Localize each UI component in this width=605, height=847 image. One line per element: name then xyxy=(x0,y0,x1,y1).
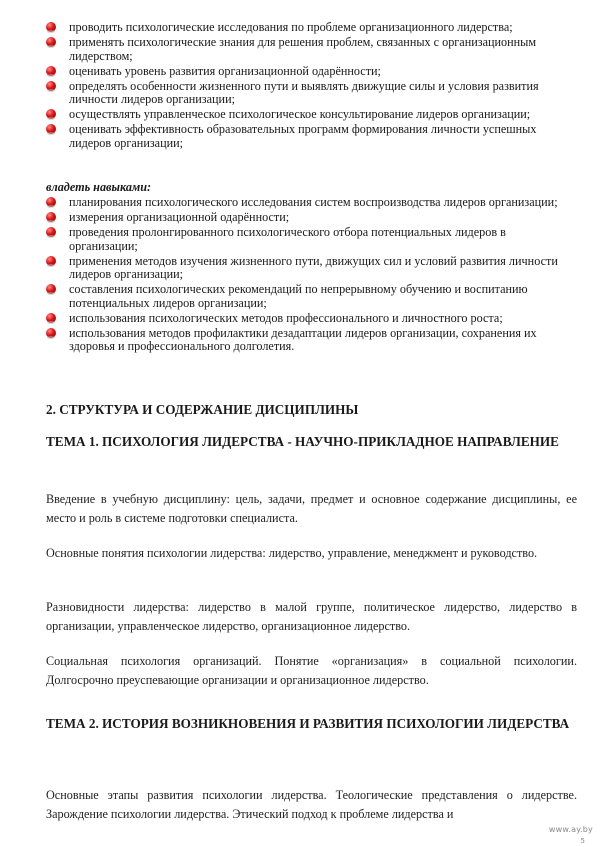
list-item-text: планирования психологического исследования систем воспроизводства лидеров организации; xyxy=(69,195,558,209)
bullet-icon xyxy=(46,81,56,91)
bullet-icon xyxy=(46,284,56,294)
list-item-text: составления психологических рекомендаций по непрерывному обучению и воспитанию потенциальных лидеров организации; xyxy=(69,282,528,310)
paragraph: Введение в учебную дисциплину: цель, задачи, предмет и основное содержание дисциплины, ее место и роль в системе подготовки специалиста. xyxy=(46,492,577,525)
paragraph: Основные понятия психологии лидерства: лидерство, управление, менеджмент и руководство. xyxy=(46,546,538,560)
list-item xyxy=(0,255,605,282)
paragraph: Разновидности лидерства: лидерство в малой группе, политическое лидерство, лидерство в организации, управленческое лидерство, организационное лидерство. xyxy=(46,600,577,633)
watermark-tail: 5 xyxy=(580,837,585,845)
list-item xyxy=(0,36,605,63)
list-item-text: определять особенности жизненного пути и выявлять движущие силы и условия развития личности лидеров организации; xyxy=(69,78,539,107)
list-item xyxy=(0,211,605,225)
bullet-icon xyxy=(46,37,56,47)
paragraph: Социальная психология организаций. Понятие «организация» в социальной психологии. Долгосрочно преуспевающие организации и организационное лидерство. xyxy=(46,654,577,687)
list-item-text: измерения организационной одарённости; xyxy=(69,209,290,224)
bullet-icon xyxy=(46,227,56,237)
bullet-icon xyxy=(46,197,56,207)
list-item-text: применять психологические знания для решения проблем, связанных с организационным лидерством; xyxy=(69,34,537,63)
list-item xyxy=(0,123,605,150)
list-item xyxy=(0,312,605,326)
list-item xyxy=(0,80,605,107)
bullet-icon xyxy=(46,212,56,222)
skills-heading: владеть навыками: xyxy=(46,180,152,194)
list-item xyxy=(0,327,605,354)
bullet-icon xyxy=(46,66,56,76)
topic-1-heading: ТЕМА 1. ПСИХОЛОГИЯ ЛИДЕРСТВА - НАУЧНО-ПРИКЛАДНОЕ НАПРАВЛЕНИЕ xyxy=(46,434,559,449)
list-item-text: использования психологических методов профессионального и личностного роста; xyxy=(69,310,503,325)
bullet-icon xyxy=(46,328,56,338)
list-item xyxy=(0,21,605,35)
list-item xyxy=(0,65,605,79)
watermark: www.ay.by xyxy=(548,825,593,834)
list-item xyxy=(0,226,605,253)
bullet-icon xyxy=(46,22,56,32)
bullet-icon xyxy=(46,256,56,266)
list-item-text: проведения пролонгированного психологического отбора потенциальных лидеров в организации; xyxy=(69,224,506,253)
skills-list xyxy=(0,196,605,355)
topic-2-heading: ТЕМА 2. ИСТОРИЯ ВОЗНИКНОВЕНИЯ И РАЗВИТИЯ ПСИХОЛОГИИ ЛИДЕРСТВА xyxy=(46,716,570,731)
bullet-icon xyxy=(46,124,56,134)
list-item-text: осуществлять управленческое психологическое консультирование лидеров организации; xyxy=(69,107,531,122)
list-item-text: использования методов профилактики дезадаптации лидеров организации, сохранения их здоровья и профессионального долголетия. xyxy=(69,325,537,354)
list-item xyxy=(0,283,605,310)
list-item-text: оценивать эффективность образовательных программ формирования личности успешных лидеров организации; xyxy=(69,122,537,150)
bullet-icon xyxy=(46,109,56,119)
list-item-text: проводить психологические исследования по проблеме организационного лидерства; xyxy=(69,20,513,34)
abilities-list xyxy=(0,21,605,152)
paragraph: Основные этапы развития психологии лидерства. Теологические представления о лидерстве. Зарождение психологии лидерства. Этический подход к проблеме лидерства и xyxy=(46,788,577,821)
list-item xyxy=(0,196,605,210)
list-item-text: оценивать уровень развития организационной одарённости; xyxy=(69,63,381,78)
section-heading: 2. СТРУКТУРА И СОДЕРЖАНИЕ ДИСЦИПЛИНЫ xyxy=(46,402,359,417)
list-item xyxy=(0,108,605,122)
bullet-icon xyxy=(46,313,56,323)
list-item-text: применения методов изучения жизненного пути, движущих сил и условий развития личности лидеров организации; xyxy=(69,253,558,282)
